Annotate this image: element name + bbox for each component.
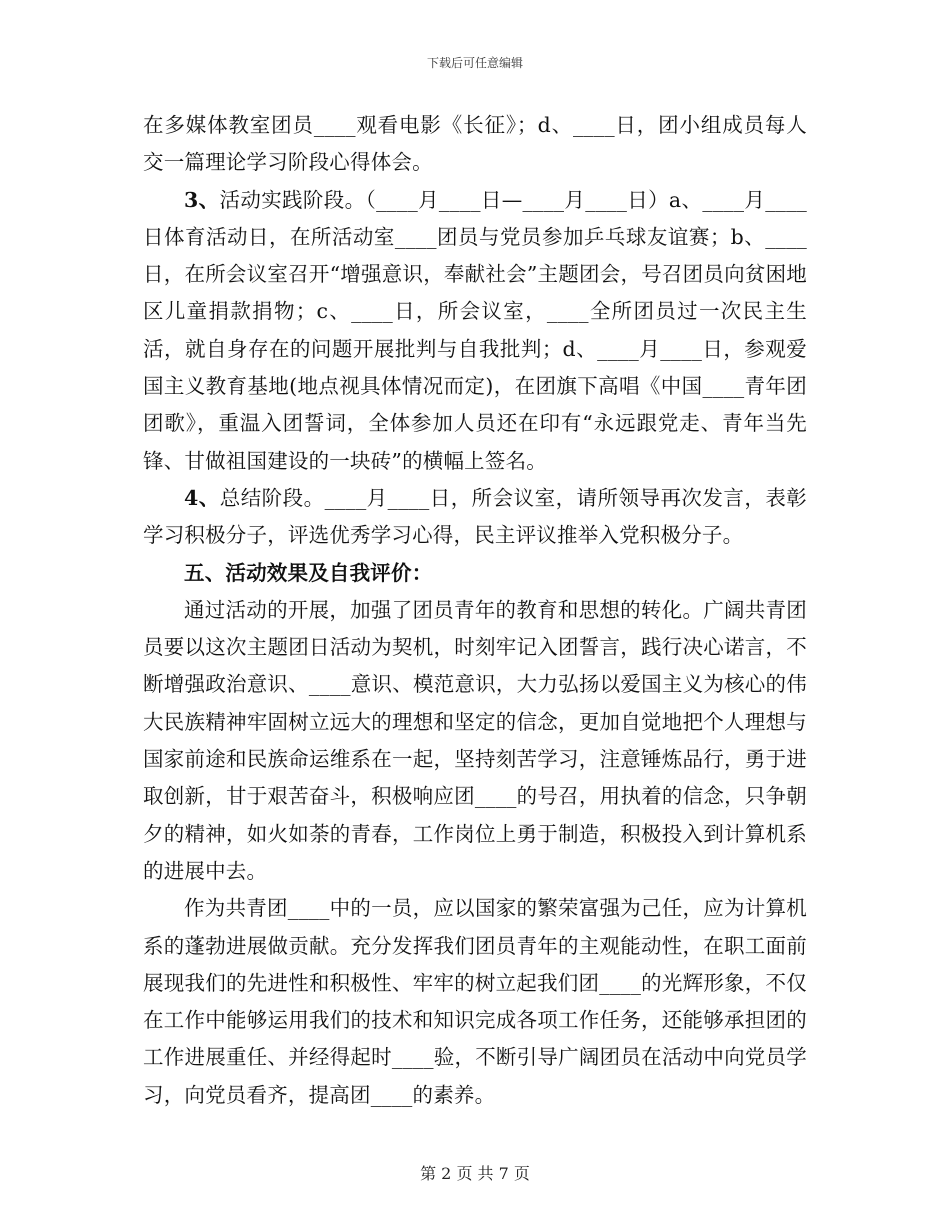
section-heading (143, 555, 807, 592)
list-number: 3、 (184, 187, 220, 212)
paragraph-effect (143, 592, 807, 890)
paragraph-text: 通过活动的开展，加强了团员青年的教育和思想的转化。广阔共青团员要以这次主题团日活动为契机，时刻牢记入团誓言，践行决心诺言，不断增强政治意识、____意识、模范意识，大力弘扬以爱国主义为核心的伟大民族精神牢固树立远大的理想和坚定的信念，更加自觉地把个人理想与国家前途和民族命运维系在一起，坚持刻苦学习，注意锤炼品行，勇于进取创新，甘于艰苦奋斗，积极响应团____的号召，用执着的信念，只争朝夕的精神，如火如荼的青春，工作岗位上勇于制造，积极投入到计算机系的进展中去。 (143, 597, 807, 883)
paragraph-text: 作为共青团____中的一员，应以国家的繁荣富强为己任，应为计算机系的蓬勃进展做贡献。充分发挥我们团员青年的主观能动性，在职工面前展现我们的先进性和积极性、牢牢的树立起我们团____的光辉形象，不仅在工作中能够运用我们的技术和知识完成各项工作任务，还能够承担团的工作进展重任、并经得起时____验，不断引导广阔团员在活动中向党员学习，向党员看齐，提高团____的素养。 (143, 896, 807, 1107)
list-number: 4、 (184, 485, 220, 510)
paragraph-summary-stage (143, 480, 807, 555)
paragraph-continuation (143, 107, 807, 182)
document-body (143, 107, 807, 1114)
paragraph-text: 活动实践阶段。（____月____日—____月____日）a、____月____日体育活动日，在所活动室____团员与党员参加乒乓球友谊赛；b、____日，在所会议室召开“增强意识，奉献社会”主题团会，号召团员向贫困地区儿童捐款捐物；c、____日，所会议室，____全所团员过一次民主生活，就自身存在的问题开展批判与自我批判；d、____月____日，参观爱国主义教育基地(地点视具体情况而定)，在团旗下高唱《中国____青年团团歌》，重温入团誓词，全体参加人员还在印有“永远跟党走、青年当先锋、甘做祖国建设的一块砖”的横幅上签名。 (143, 187, 807, 473)
paragraph-self-evaluation (143, 890, 807, 1114)
paragraph-practice-stage (143, 182, 807, 480)
page-header-note: 下载后可任意编辑 (426, 56, 523, 70)
paragraph-text: 在多媒体教室团员____观看电影《长征》；d、____日，团小组成员每人交一篇理论学习阶段心得体会。 (143, 113, 807, 175)
paragraph-text: 总结阶段。____月____日，所会议室，请所领导再次发言，表彰学习积极分子，评选优秀学习心得，民主评议推举入党积极分子。 (143, 485, 807, 548)
section-heading-text: 五、活动效果及自我评价： (184, 560, 433, 585)
page-number: 第 2 页 共 7 页 (420, 1164, 530, 1183)
